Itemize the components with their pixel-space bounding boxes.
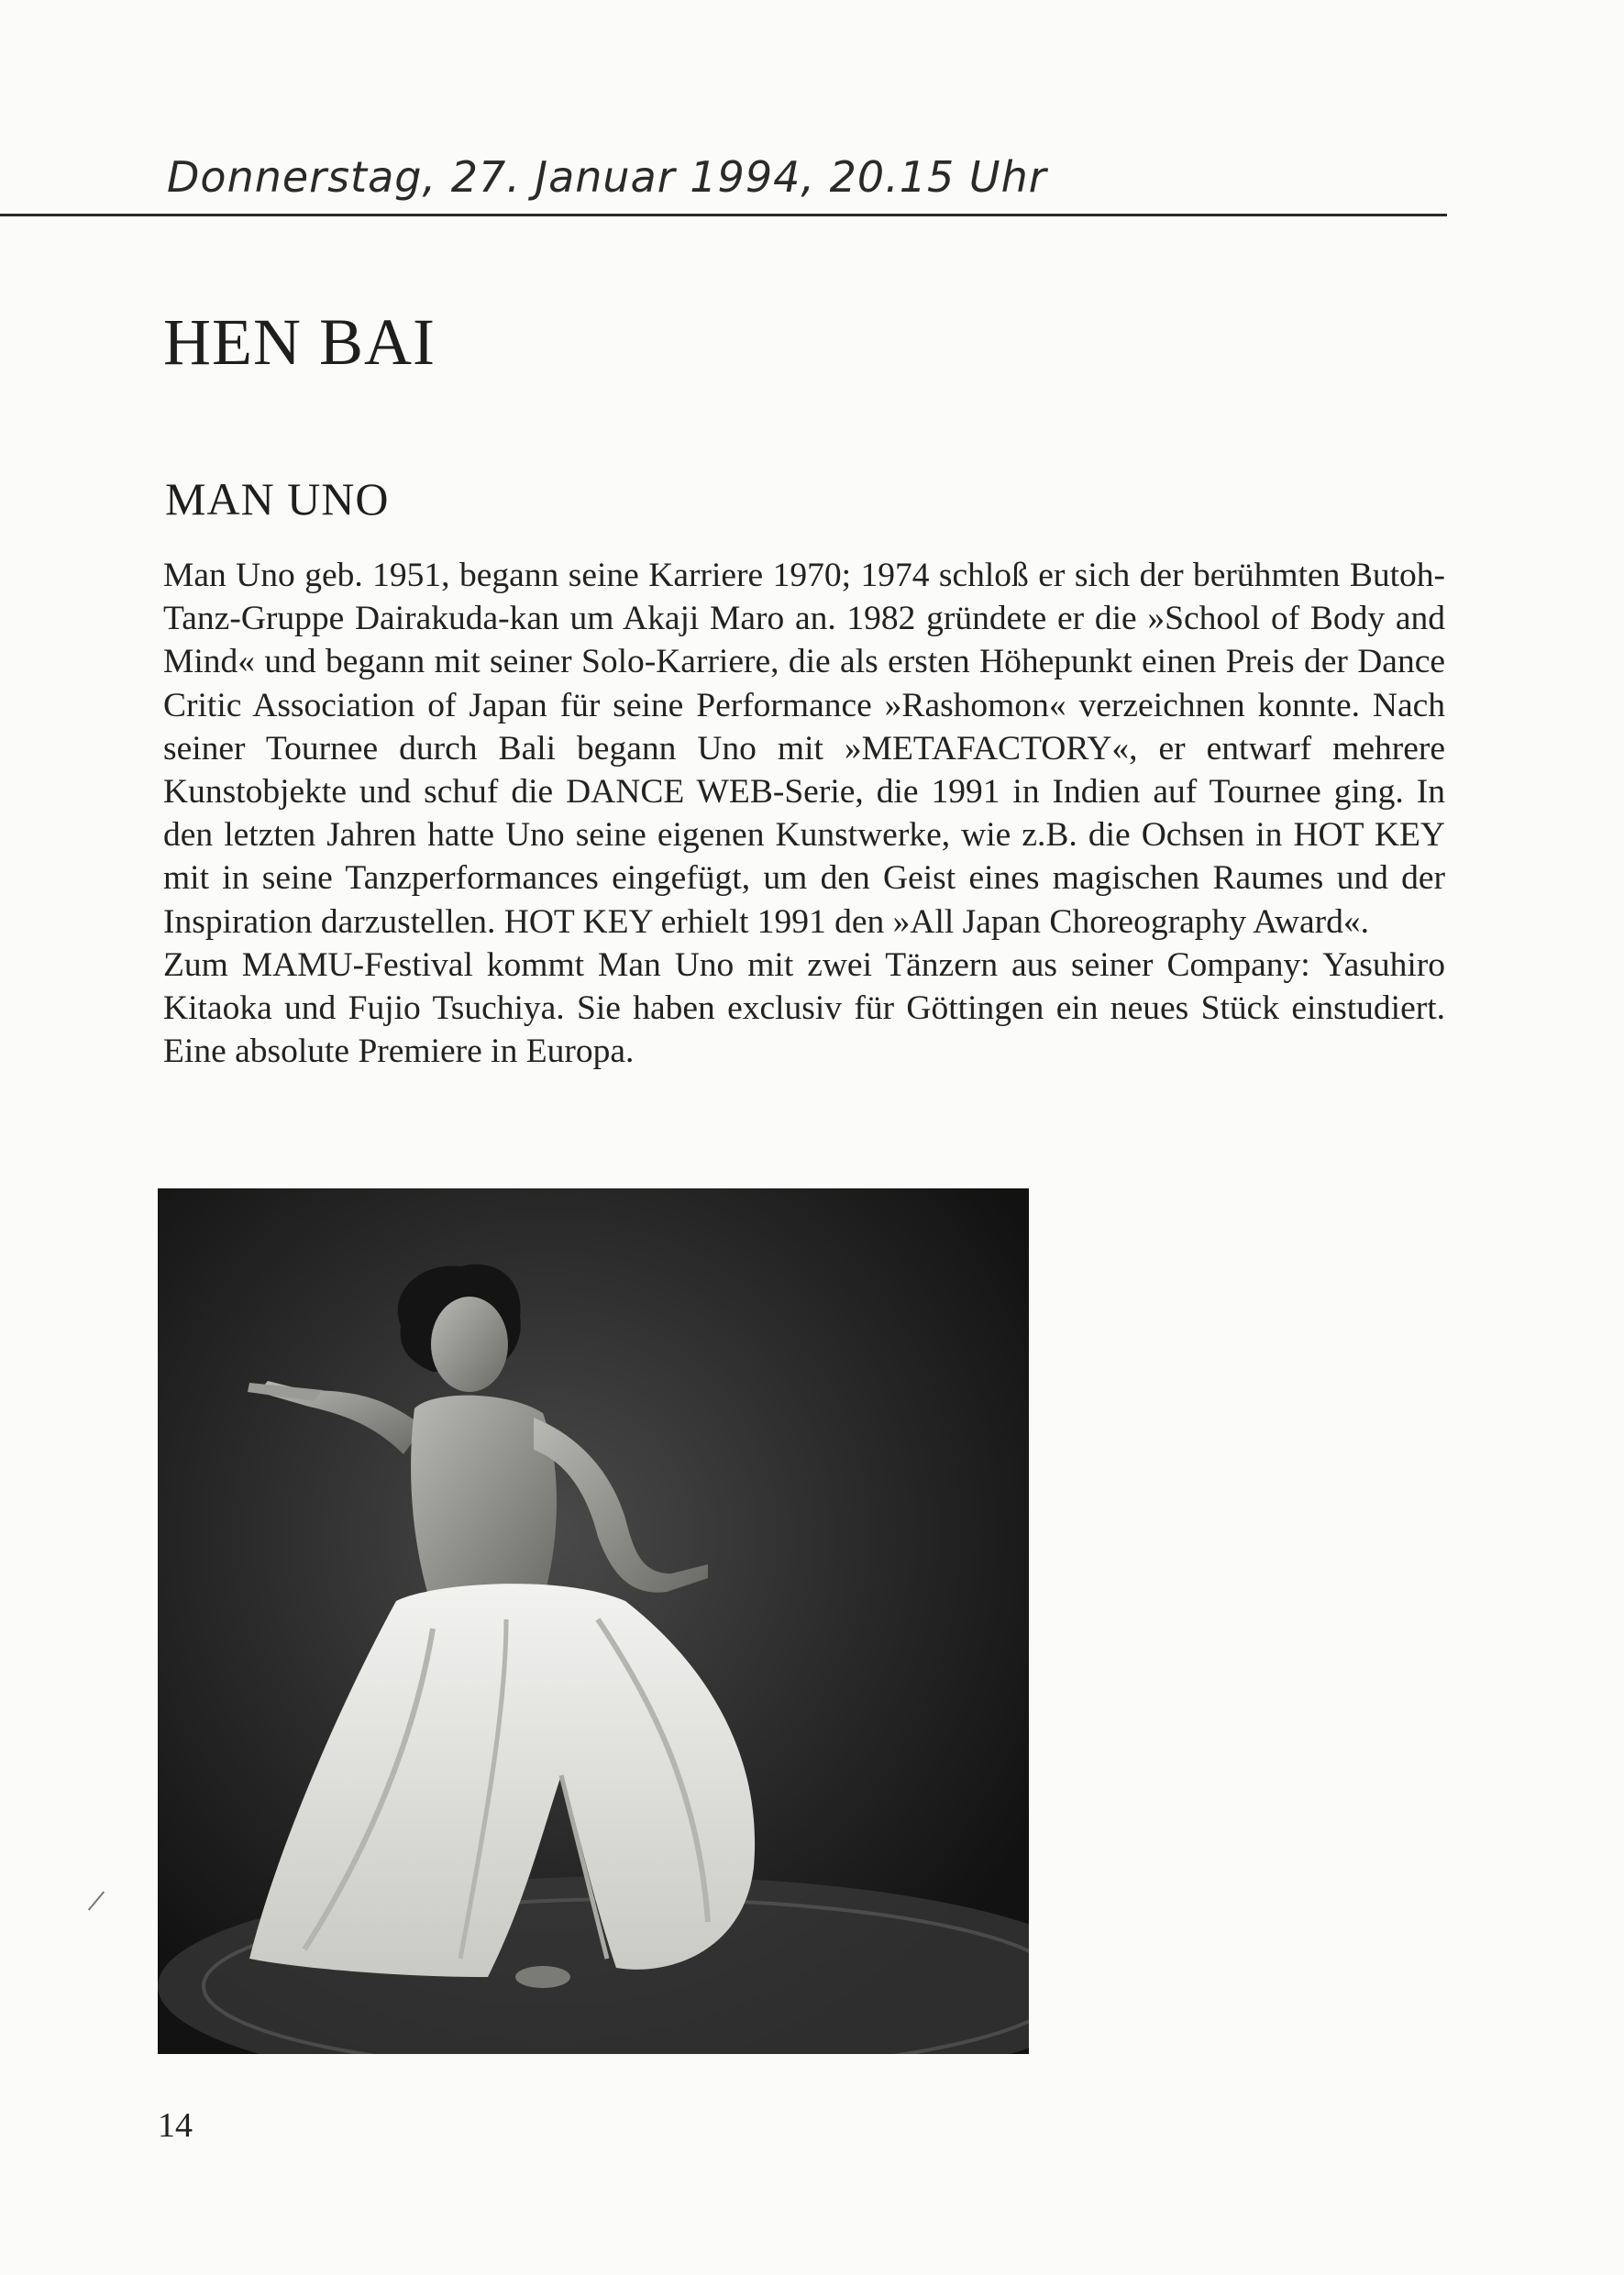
dancer-photo (158, 1188, 1029, 2054)
event-date: Donnerstag, 27. Januar 1994, 20.15 Uhr (167, 152, 1047, 202)
page-title: HEN BAI (163, 305, 436, 379)
scan-mark (88, 1891, 105, 1910)
biography-paragraph-2: Zum MAMU-Festival kommt Man Uno mit zwei Tänzern aus seiner Company: Yasuhiro Kitaoka und Fujio Tsuchiya. Sie haben exclusiv für Göttingen ein neues Stück einstudiert. Eine absolute Premiere in Europa. (163, 945, 1445, 1071)
page-number: 14 (158, 2106, 193, 2145)
biography-paragraph-1: Man Uno geb. 1951, begann seine Karriere 1970; 1974 schloß er sich der berühmten Butoh-Tanz-Gruppe Dairakuda-kan um Akaji Maro an. 1982 gründete er die »School of Body and Mind« und begann mit seiner Solo-Karriere, die als ersten Höhepunkt einen Preis der Dance Critic Association of Japan für seine Performance »Rashomon« verzeichnen konnte. Nach seiner Tournee durch Bali begann Uno mit »METAFACTORY«, er entwarf mehrere Kunstobjekte und schuf die DANCE WEB-Serie, die 1991 in Indien auf Tournee ging. In den letzten Jahren hatte Uno seine eigenen Kunstwerke, wie z.B. die Ochsen in HOT KEY mit in seine Tanzperformances eingefügt, um den Geist eines magischen Raumes und der Inspiration darzustellen. HOT KEY erhielt 1991 den »All Japan Choreography Award«. (163, 557, 1445, 941)
header-rule (0, 214, 1447, 216)
dancer-photo-illustration (158, 1188, 1029, 2054)
artist-heading: MAN UNO (165, 473, 390, 525)
biography-text (163, 554, 1445, 1073)
